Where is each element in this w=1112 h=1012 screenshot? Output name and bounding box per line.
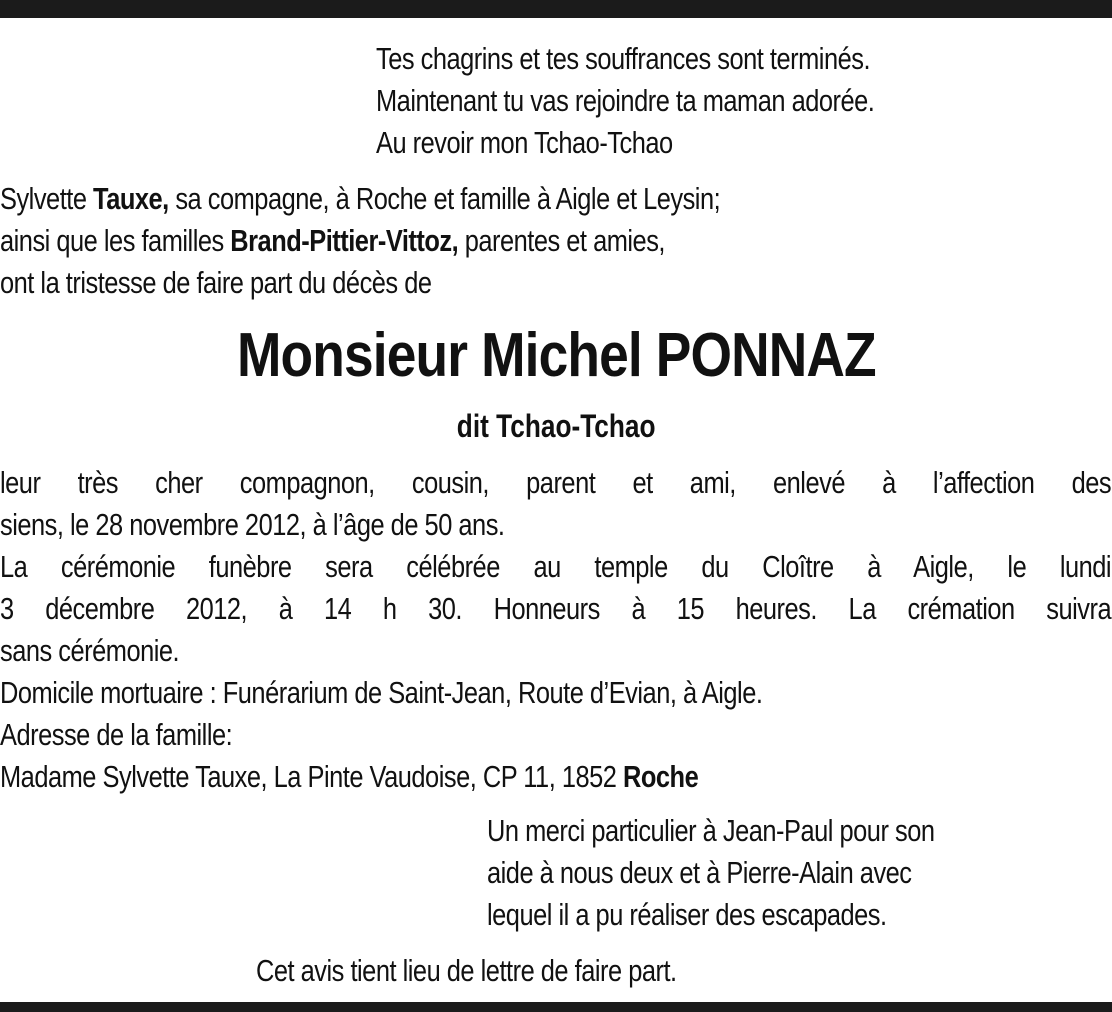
announcement-line-1-pre: Sylvette — [0, 181, 94, 216]
announcement-line-3: ont la tristesse de faire part du décès de — [0, 265, 432, 300]
body-line-4: 3 décembre 2012, à 14 h 30. Honneurs à 15 heures. La crémation suivra — [0, 591, 1112, 626]
top-rule — [0, 0, 1112, 18]
companion-surname: Tauxe, — [93, 181, 169, 216]
announcement-line-2 — [0, 220, 665, 262]
deceased-name-text: Monsieur Michel PONNAZ — [236, 321, 876, 390]
announcement-line-1 — [0, 178, 720, 220]
body-line-3: La cérémonie funèbre sera célébrée au temple du Cloître à Aigle, le lundi — [0, 549, 1112, 584]
thanks-line-1: Un merci particulier à Jean-Paul pour son — [487, 813, 935, 848]
body-line-2: siens, le 28 novembre 2012, à l’âge de 50 ans. — [0, 507, 505, 542]
footer-notice: Cet avis tient lieu de lettre de faire part. — [256, 953, 677, 988]
body-line-7: Adresse de la famille: — [0, 717, 233, 752]
body-line-6: Domicile mortuaire : Funérarium de Saint-Jean, Route d’Evian, à Aigle. — [0, 675, 763, 710]
announcement-line-2-pre: ainsi que les familles — [0, 223, 231, 258]
family-address-locality: Roche — [623, 759, 699, 794]
family-address-text: Madame Sylvette Tauxe, La Pinte Vaudoise, CP 11, 1852 — [0, 759, 624, 794]
deceased-nickname — [0, 404, 1112, 448]
announcement-line-1-post: sa compagne, à Roche et famille à Aigle et Leysin; — [168, 181, 721, 216]
thanks-line-2: aide à nous deux et à Pierre-Alain avec — [487, 855, 912, 890]
announcement-line-2-post: parentes et amies, — [458, 223, 666, 258]
family-names: Brand-Pittier-Vittoz, — [230, 223, 459, 258]
family-address — [0, 756, 698, 798]
body-line-5: sans cérémonie. — [0, 633, 180, 668]
poem-line-2: Maintenant tu vas rejoindre ta maman adorée. — [376, 83, 875, 118]
bottom-rule — [0, 1002, 1112, 1012]
thanks-line-3: lequel il a pu réaliser des escapades. — [487, 897, 887, 932]
deceased-name — [0, 320, 1112, 392]
poem-line-3: Au revoir mon Tchao-Tchao — [376, 125, 673, 160]
body-line-1: leur très cher compagnon, cousin, parent et ami, enlevé à l’affection des — [0, 465, 1112, 500]
poem-line-1: Tes chagrins et tes souffrances sont terminés. — [376, 41, 871, 76]
deceased-nickname-text: dit Tchao-Tchao — [456, 408, 656, 444]
